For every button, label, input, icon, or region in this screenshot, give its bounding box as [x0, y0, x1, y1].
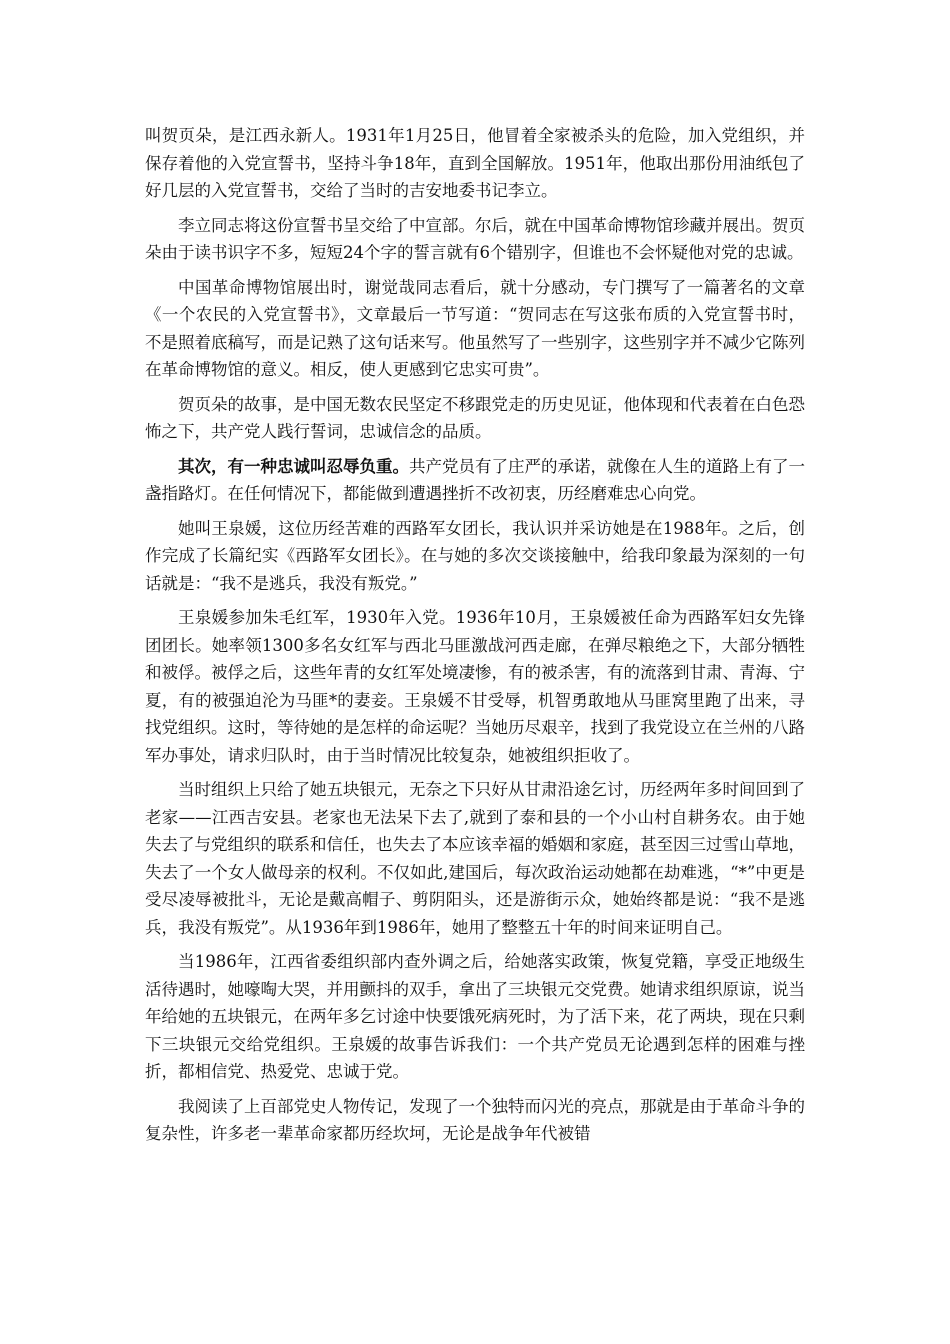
paragraph-text: 王泉媛参加朱毛红军，1930年入党。1936年10月，王泉媛被任命为西路军妇女先锋团团长。她率领1300多名女红军与西北马匪激战河西走廊，在弹尽粮绝之下，大部分牺牲和被俘。被俘之后，这些年青的女红军处境凄惨，有的被杀害，有的流落到甘肃、青海、宁夏，有的被强迫沦为马匪*的妻妾。王泉媛不甘受辱，机智勇敢地从马匪窝里跑了出来，寻找党组织。这时，等待她的是怎样的命运呢？当她历尽艰辛，找到了我党设立在兰州的八路军办事处，请求归队时，由于当时情况比较复杂，她被组织拒收了。 — [145, 608, 805, 765]
paragraph-4 — [145, 391, 805, 446]
paragraph-3 — [145, 274, 805, 384]
paragraph-6 — [145, 515, 805, 598]
paragraph-9 — [145, 948, 805, 1086]
paragraph-text: 中国革命博物馆展出时，谢觉哉同志看后，就十分感动，专门撰写了一篇著名的文章《一个农民的入党宣誓书》，文章最后一节写道：“贺同志在写这张布质的入党宣誓书时，不是照着底稿写，而是记熟了这句话来写。他虽然写了一些别字，这些别字并不减少它陈列在革命博物馆的意义。相反，使人更感到它忠实可贵”。 — [145, 277, 805, 379]
paragraph-text: 叫贺页朵，是江西永新人。1931年1月25日，他冒着全家被杀头的危险，加入党组织，并保存着他的入党宣誓书，坚持斗争18年，直到全国解放。1951年，他取出那份用油纸包了好几层的入党宣誓书，交给了当时的吉安地委书记李立。 — [145, 126, 805, 200]
paragraph-text: 当时组织上只给了她五块银元，无奈之下只好从甘肃沿途乞讨，历经两年多时间回到了老家——江西吉安县。老家也无法呆下去了,就到了泰和县的一个小山村自耕务农。由于她失去了与党组织的联系和信任，也失去了本应该幸福的婚姻和家庭，甚至因三过雪山草地，失去了一个女人做母亲的权利。不仅如此,建国后，每次政治运动她都在劫难逃，“*”中更是受尽凌辱被批斗，无论是戴高帽子、剪阴阳头，还是游街示众，她始终都是说：“我不是逃兵，我没有叛党”。从1936年到1986年，她用了整整五十年的时间来证明自己。 — [145, 780, 805, 937]
paragraph-1 — [145, 122, 805, 205]
paragraph-text: 我阅读了上百部党史人物传记，发现了一个独特而闪光的亮点，那就是由于革命斗争的复杂性，许多老一辈革命家都历经坎坷，无论是战争年代被错 — [145, 1096, 805, 1143]
paragraph-lead-bold: 其次，有一种忠诚叫忍辱负重。 — [178, 456, 409, 476]
paragraph-text: 当1986年，江西省委组织部内查外调之后，给她落实政策，恢复党籍，享受正地级生活待遇时，她嚎啕大哭，并用颤抖的双手，拿出了三块银元交党费。她请求组织原谅，说当年给她的五块银元，在两年多乞讨途中快要饿死病死时，为了活下来，花了两块，现在只剩下三块银元交给党组织。王泉媛的故事告诉我们：一个共产党员无论遇到怎样的困难与挫折，都相信党、热爱党、忠诚于党。 — [145, 952, 805, 1081]
paragraph-text: 共产党员有了庄严的承诺，就像在人生的道路上有了一盏指路灯。在任何情况下，都能做到遭遇挫折不改初衷，历经磨难忠心向党。 — [145, 456, 805, 503]
paragraph-text: 李立同志将这份宣誓书呈交给了中宣部。尔后，就在中国革命博物馆珍藏并展出。贺页朵由于读书识字不多，短短24个字的誓言就有6个错别字，但谁也不会怀疑他对党的忠诚。 — [145, 215, 805, 262]
document-page — [145, 122, 805, 1155]
paragraph-8 — [145, 776, 805, 941]
paragraph-5 — [145, 453, 805, 508]
paragraph-7 — [145, 604, 805, 769]
paragraph-text: 贺页朵的故事，是中国无数农民坚定不移跟党走的历史见证，他体现和代表着在白色恐怖之下，共产党人践行誓词，忠诚信念的品质。 — [145, 394, 805, 441]
paragraph-10 — [145, 1093, 805, 1148]
paragraph-text: 她叫王泉媛，这位历经苦难的西路军女团长，我认识并采访她是在1988年。之后，创作完成了长篇纪实《西路军女团长》。在与她的多次交谈接触中，给我印象最为深刻的一句话就是：“我不是逃兵，我没有叛党。” — [145, 518, 805, 593]
paragraph-2 — [145, 212, 805, 267]
